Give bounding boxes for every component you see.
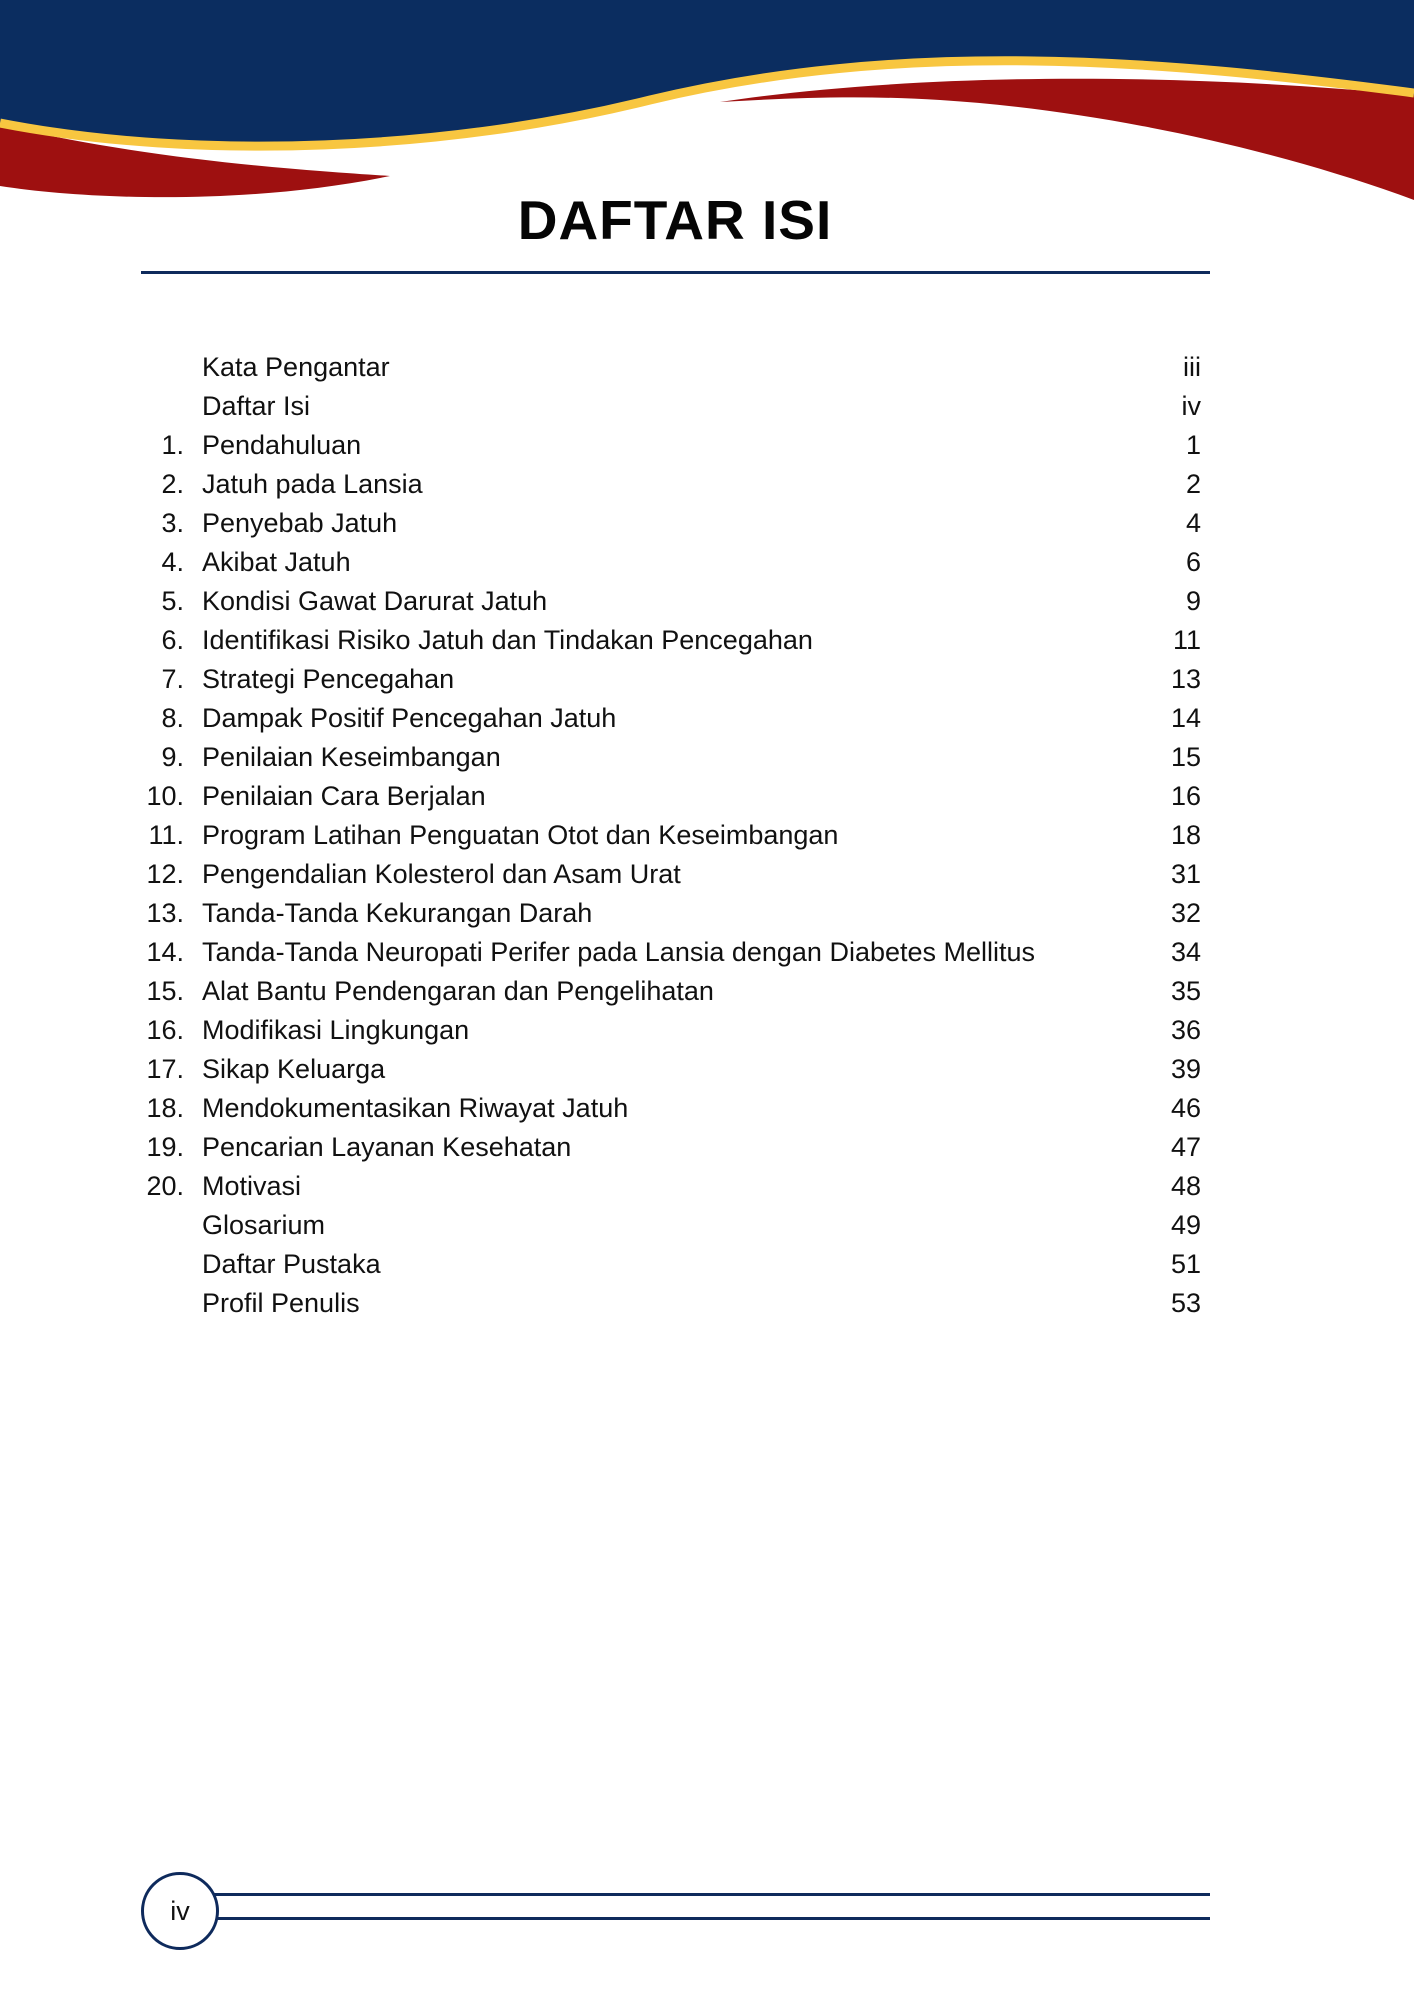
wave-red-band-right bbox=[720, 79, 1414, 200]
table-of-contents bbox=[141, 348, 1201, 1323]
footer-rule-top bbox=[209, 1893, 1210, 1896]
toc-entry-title: Pengendalian Kolesterol dan Asam Urat bbox=[202, 859, 681, 889]
toc-entry-page: 11 bbox=[1172, 625, 1201, 655]
toc-entry-number: 2. bbox=[161, 469, 184, 499]
toc-entry-number: 12. bbox=[146, 859, 184, 889]
toc-entry-number: 8. bbox=[161, 703, 184, 733]
toc-entry-page: 49 bbox=[1170, 1210, 1201, 1240]
toc-entry[interactable] bbox=[141, 699, 1201, 738]
toc-entry-title: Sikap Keluarga bbox=[202, 1054, 386, 1084]
toc-entry[interactable] bbox=[141, 660, 1201, 699]
toc-entry-page: iv bbox=[1181, 391, 1201, 421]
toc-entry[interactable] bbox=[141, 738, 1201, 777]
toc-entry[interactable] bbox=[141, 543, 1201, 582]
toc-entry-title: Kata Pengantar bbox=[202, 352, 390, 382]
toc-entry-number: 20. bbox=[146, 1171, 184, 1201]
toc-entry-title: Kondisi Gawat Darurat Jatuh bbox=[202, 586, 548, 616]
toc-entry-page: 1 bbox=[1185, 430, 1201, 460]
toc-entry-title: Penilaian Keseimbangan bbox=[202, 742, 501, 772]
toc-entry-title: Pendahuluan bbox=[202, 430, 362, 460]
toc-entry-title: Jatuh pada Lansia bbox=[202, 469, 423, 499]
footer-rule-bottom bbox=[209, 1917, 1210, 1920]
toc-entry-title: Pencarian Layanan Kesehatan bbox=[202, 1132, 572, 1162]
toc-entry-page: 53 bbox=[1170, 1288, 1201, 1318]
header-wave-banner bbox=[0, 0, 1414, 220]
toc-entry-page: 32 bbox=[1170, 898, 1201, 928]
toc-entry-page: 31 bbox=[1170, 859, 1201, 889]
toc-entry-page: iii bbox=[1183, 352, 1201, 382]
toc-entry-page: 48 bbox=[1170, 1171, 1201, 1201]
toc-entry-title: Motivasi bbox=[202, 1171, 302, 1201]
toc-entry[interactable] bbox=[141, 621, 1201, 660]
toc-entry-page: 4 bbox=[1185, 508, 1201, 538]
toc-entry-number: 5. bbox=[161, 586, 184, 616]
toc-entry-title: Modifikasi Lingkungan bbox=[202, 1015, 470, 1045]
toc-entry[interactable] bbox=[141, 972, 1201, 1011]
toc-entry[interactable] bbox=[141, 465, 1201, 504]
toc-entry[interactable] bbox=[141, 1245, 1201, 1284]
toc-entry-title: Daftar Isi bbox=[202, 391, 311, 421]
toc-entry-number: 3. bbox=[161, 508, 184, 538]
toc-entry[interactable] bbox=[141, 504, 1201, 543]
toc-entry-number: 7. bbox=[161, 664, 184, 694]
toc-entry-page: 6 bbox=[1185, 547, 1201, 577]
toc-entry[interactable] bbox=[141, 1011, 1201, 1050]
toc-entry[interactable] bbox=[141, 816, 1201, 855]
toc-entry-title: Dampak Positif Pencegahan Jatuh bbox=[202, 703, 617, 733]
toc-entry-page: 18 bbox=[1170, 820, 1201, 850]
toc-entry[interactable] bbox=[141, 1284, 1201, 1323]
toc-entry-number: 11. bbox=[148, 820, 184, 850]
toc-entry-number: 1. bbox=[161, 430, 184, 460]
toc-entry-page: 13 bbox=[1170, 664, 1201, 694]
toc-entry-title: Mendokumentasikan Riwayat Jatuh bbox=[202, 1093, 629, 1123]
toc-entry-page: 2 bbox=[1185, 469, 1201, 499]
toc-entry[interactable] bbox=[141, 387, 1201, 426]
toc-entry-page: 47 bbox=[1170, 1132, 1201, 1162]
toc-entry[interactable] bbox=[141, 894, 1201, 933]
toc-entry-number: 10. bbox=[146, 781, 184, 811]
toc-entry-number: 17. bbox=[146, 1054, 184, 1084]
toc-entry-number: 14. bbox=[146, 937, 184, 967]
toc-entry-page: 15 bbox=[1170, 742, 1201, 772]
toc-entry-number: 18. bbox=[146, 1093, 184, 1123]
toc-entry-page: 36 bbox=[1170, 1015, 1201, 1045]
toc-entry-page: 16 bbox=[1170, 781, 1201, 811]
toc-entry-page: 35 bbox=[1170, 976, 1201, 1006]
toc-entry[interactable] bbox=[141, 1050, 1201, 1089]
page-footer bbox=[141, 1872, 1210, 1952]
title-divider bbox=[141, 271, 1210, 274]
toc-entry-title: Tanda-Tanda Kekurangan Darah bbox=[202, 898, 593, 928]
toc-entry-title: Daftar Pustaka bbox=[202, 1249, 381, 1279]
toc-entry-number: 16. bbox=[146, 1015, 184, 1045]
toc-entry-number: 13. bbox=[146, 898, 184, 928]
toc-entry-title: Identifikasi Risiko Jatuh dan Tindakan Pencegahan bbox=[202, 625, 813, 655]
toc-entry[interactable] bbox=[141, 1167, 1201, 1206]
toc-entry-page: 46 bbox=[1170, 1093, 1201, 1123]
toc-entry-title: Glosarium bbox=[202, 1210, 326, 1240]
toc-entry-number: 4. bbox=[161, 547, 184, 577]
toc-entry-page: 39 bbox=[1170, 1054, 1201, 1084]
toc-entry-title: Strategi Pencegahan bbox=[202, 664, 455, 694]
toc-entry-title: Profil Penulis bbox=[202, 1288, 360, 1318]
toc-entry[interactable] bbox=[141, 855, 1201, 894]
toc-entry-number: 6. bbox=[161, 625, 184, 655]
toc-entry[interactable] bbox=[141, 1128, 1201, 1167]
toc-entry-title: Akibat Jatuh bbox=[202, 547, 351, 577]
toc-entry-title: Program Latihan Penguatan Otot dan Keseimbangan bbox=[202, 820, 839, 850]
toc-entry-page: 34 bbox=[1170, 937, 1201, 967]
toc-entry[interactable] bbox=[141, 348, 1201, 387]
toc-entry-page: 51 bbox=[1170, 1249, 1201, 1279]
page-title: DAFTAR ISI bbox=[517, 189, 833, 251]
toc-entry-number: 15. bbox=[146, 976, 184, 1006]
page-number-badge bbox=[141, 1872, 219, 1950]
toc-entry-number: 19. bbox=[146, 1132, 184, 1162]
toc-entry-page: 9 bbox=[1185, 586, 1201, 616]
toc-entry[interactable] bbox=[141, 933, 1201, 972]
toc-entry[interactable] bbox=[141, 1089, 1201, 1128]
toc-entry[interactable] bbox=[141, 582, 1201, 621]
toc-entry[interactable] bbox=[141, 1206, 1201, 1245]
toc-entry[interactable] bbox=[141, 777, 1201, 816]
page-number: iv bbox=[170, 1895, 190, 1926]
toc-entry[interactable] bbox=[141, 426, 1201, 465]
toc-entry-title: Penilaian Cara Berjalan bbox=[202, 781, 486, 811]
toc-entry-page: 14 bbox=[1170, 703, 1201, 733]
toc-entry-title: Penyebab Jatuh bbox=[202, 508, 398, 538]
toc-entry-number: 9. bbox=[161, 742, 184, 772]
toc-entry-title: Alat Bantu Pendengaran dan Pengelihatan bbox=[202, 976, 714, 1006]
toc-entry-title: Tanda-Tanda Neuropati Perifer pada Lansia dengan Diabetes Mellitus bbox=[202, 937, 1036, 967]
